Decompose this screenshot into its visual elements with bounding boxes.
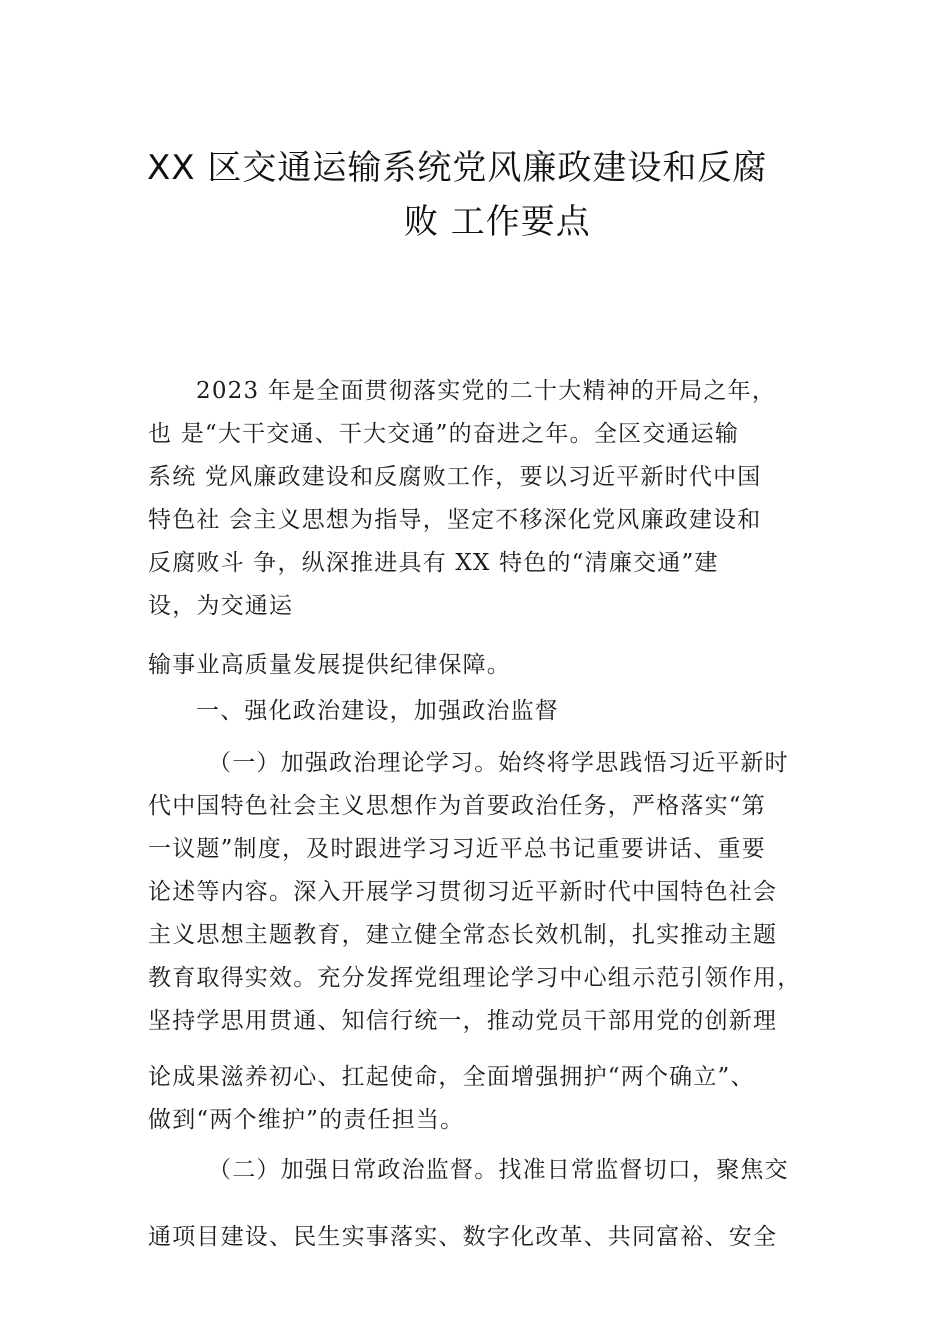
paragraph-line: 做到“两个维护”的责任担当。 xyxy=(148,1107,465,1133)
paragraph-line: 通项目建设、民生实事落实、数字化改革、共同富裕、安全 xyxy=(148,1224,778,1250)
paragraph-line: 教育取得实效。充分发挥党组理论学习中心组示范引领作用， xyxy=(148,965,802,991)
paragraph-line: 一议题”制度，及时跟进学习习近平总书记重要讲话、重要 xyxy=(148,836,766,862)
section-heading: 一、强化政治建设，加强政治监督 xyxy=(196,698,559,724)
subsection-heading-line: （一）加强政治理论学习。始终将学思践悟习近平新时 xyxy=(208,750,789,776)
paragraph-line: 2023 年是全面贯彻落实党的二十大精神的开局之年， xyxy=(196,378,777,404)
paragraph-line: 论成果滋养初心、扛起使命，全面增强拥护“两个确立”、 xyxy=(148,1064,755,1090)
paragraph-line: 论述等内容。深入开展学习贯彻习近平新时代中国特色社会 xyxy=(148,879,778,905)
paragraph-line: 反腐败斗 争，纵深推进具有 XX 特色的“清廉交通”建 xyxy=(148,550,719,576)
document-title-line-1: XX 区交通运输系统党风廉政建设和反腐 xyxy=(147,148,768,188)
paragraph-line: 主义思想主题教育，建立健全常态长效机制，扎实推动主题 xyxy=(148,922,778,948)
paragraph-line: 代中国特色社会主义思想作为首要政治任务，严格落实“第 xyxy=(148,793,766,819)
paragraph-line: 系统 党风廉政建设和反腐败工作，要以习近平新时代中国 xyxy=(148,464,762,490)
document-title-line-2: 败 工作要点 xyxy=(404,202,591,242)
paragraph-line: 坚持学思用贯通、知信行统一，推动党员干部用党的创新理 xyxy=(148,1008,778,1034)
paragraph-line: 输事业高质量发展提供纪律保障。 xyxy=(148,652,511,678)
paragraph-line: 特色社 会主义思想为指导，坚定不移深化党风廉政建设和 xyxy=(148,507,762,533)
subsection-heading-line: （二）加强日常政治监督。找准日常监督切口，聚焦交 xyxy=(208,1157,789,1183)
paragraph-line: 设，为交通运 xyxy=(148,593,294,619)
paragraph-line: 也 是“大干交通、干大交通”的奋进之年。全区交通运输 xyxy=(148,421,740,447)
